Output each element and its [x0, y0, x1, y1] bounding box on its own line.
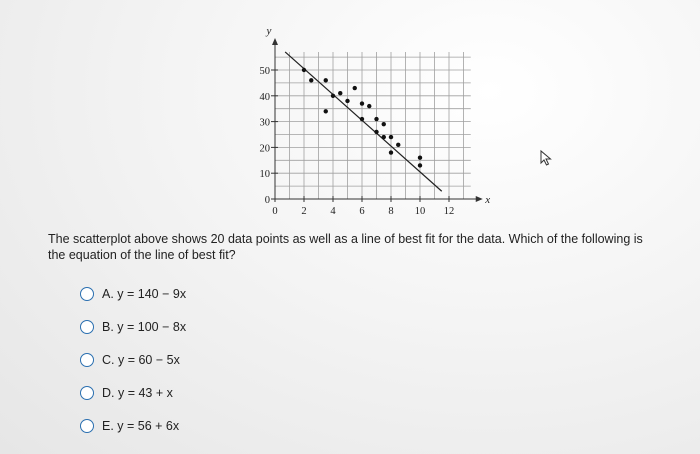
choice-c[interactable] [80, 348, 180, 372]
data-point [331, 94, 335, 98]
x-tick-label: 0 [272, 206, 278, 217]
y-tick-label: 0 [264, 195, 270, 206]
data-point [389, 135, 393, 139]
data-point [302, 68, 306, 72]
data-point [360, 117, 364, 121]
data-point [309, 78, 313, 82]
radio-button-icon[interactable] [80, 419, 94, 433]
y-axis-arrow-icon [272, 38, 278, 45]
data-point [418, 156, 422, 160]
radio-button-icon[interactable] [80, 287, 94, 301]
y-tick-label: 10 [259, 169, 270, 181]
data-point [389, 150, 393, 154]
y-axis-label: y [266, 24, 272, 37]
x-tick-label: 6 [359, 206, 365, 217]
data-point [374, 117, 378, 121]
data-point [353, 86, 357, 90]
y-tick-label: 30 [259, 117, 270, 129]
choice-c-label: C. y = 60 − 5x [102, 353, 180, 367]
y-tick-label: 40 [259, 91, 270, 103]
choice-d-label: D. y = 43 + x [102, 386, 173, 400]
radio-button-icon[interactable] [80, 353, 94, 367]
choice-a-label: A. y = 140 − 9x [102, 287, 187, 301]
choice-b-label: B. y = 100 − 8x [102, 320, 187, 334]
y-tick-label: 50 [259, 66, 270, 77]
x-axis-arrow-icon [476, 196, 483, 202]
scatterplot-chart [240, 12, 491, 222]
choice-e[interactable] [80, 414, 179, 438]
radio-button-icon[interactable] [80, 320, 94, 334]
data-point [345, 99, 349, 103]
x-tick-label: 12 [443, 206, 455, 217]
radio-button-icon[interactable] [80, 386, 94, 400]
y-tick-label: 20 [259, 143, 270, 155]
data-point [396, 143, 400, 147]
choice-a[interactable] [80, 282, 186, 306]
choice-e-label: E. y = 56 + 6x [102, 419, 180, 433]
data-point [324, 78, 328, 82]
question-text: The scatterplot above shows 20 data points as well as a line of best fit for the data. Which of the following is the equation of the line of best fit? [48, 232, 643, 262]
data-point [382, 135, 386, 139]
data-point [324, 109, 328, 113]
x-tick-label: 10 [414, 206, 426, 217]
data-point [338, 91, 342, 95]
x-tick-label: 8 [388, 206, 394, 217]
choice-b[interactable] [80, 315, 186, 339]
choice-d[interactable] [80, 381, 173, 405]
data-point [382, 122, 386, 126]
x-tick-label: 2 [301, 206, 307, 217]
x-axis-label: x [485, 194, 491, 206]
data-point [360, 101, 364, 105]
data-point [418, 163, 422, 167]
data-point [374, 130, 378, 134]
mouse-pointer-icon [540, 150, 554, 166]
data-point [367, 104, 371, 108]
x-tick-label: 4 [330, 206, 336, 217]
